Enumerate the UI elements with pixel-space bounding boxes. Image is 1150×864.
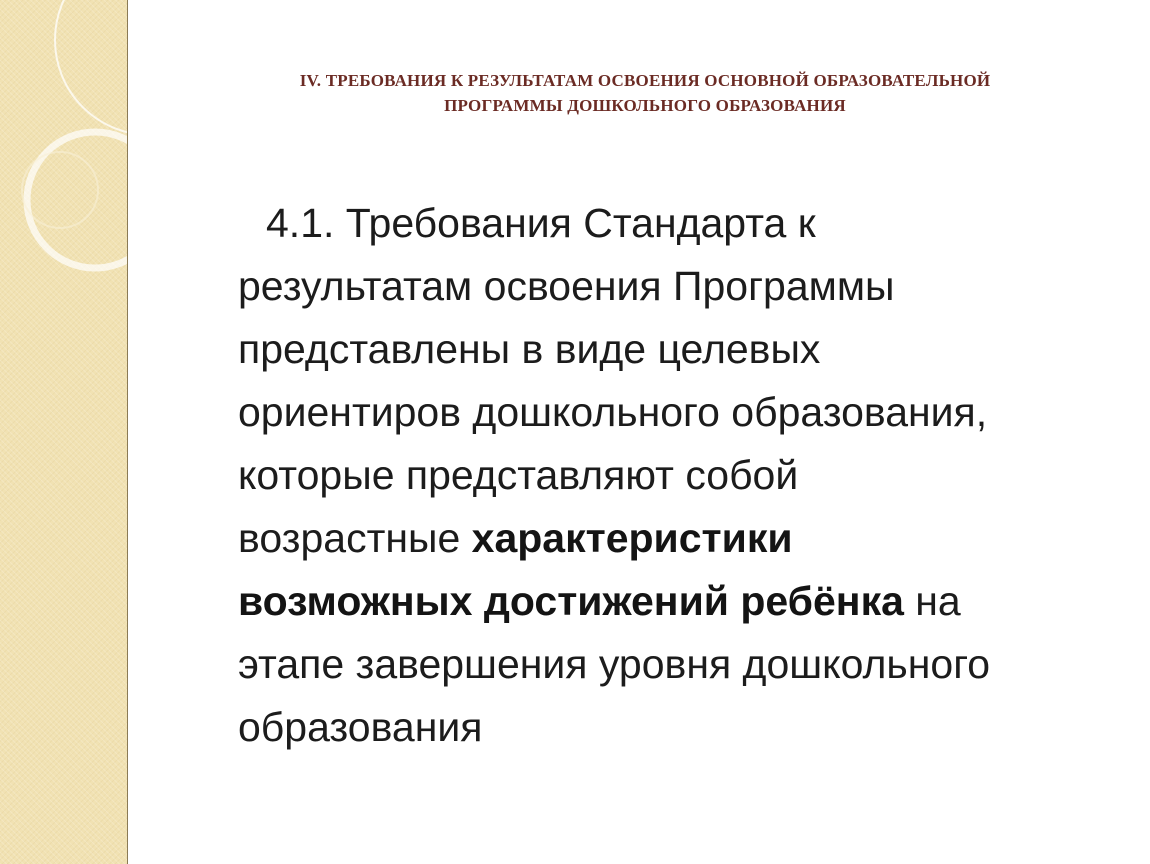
body-paragraph — [238, 192, 1118, 759]
slide-title-line-2: ПРОГРАММЫ ДОШКОЛЬНОГО ОБРАЗОВАНИЯ — [444, 96, 846, 115]
slide-title-line-1: IV. ТРЕБОВАНИЯ К РЕЗУЛЬТАТАМ ОСВОЕНИЯ ОСНОВНОЙ ОБРАЗОВАТЕЛЬНОЙ — [299, 71, 991, 90]
body-line-2: результатам освоения Программы — [238, 263, 895, 309]
body-line-1: 4.1. Требования Стандарта к — [266, 200, 816, 246]
body-line-6 — [238, 507, 1118, 570]
body-line-6-plain: возрастные — [238, 515, 472, 561]
body-line-7-bold: возможных достижений ребёнка — [238, 578, 904, 624]
body-line-8: этапе завершения уровня дошкольного — [238, 641, 991, 687]
body-line-4: ориентиров дошкольного образования, — [238, 389, 988, 435]
body-line-9: образования — [238, 704, 483, 750]
decorative-side-band — [0, 0, 128, 864]
body-line-3: представлены в виде целевых — [238, 326, 821, 372]
slide-title — [180, 68, 1110, 118]
body-line-5: которые представляют собой — [238, 452, 799, 498]
circles-ornament-icon — [0, 0, 127, 300]
body-line-7-plain: на — [903, 578, 961, 624]
body-line-7 — [238, 570, 1118, 633]
body-line-6-bold: характеристики — [471, 515, 793, 561]
